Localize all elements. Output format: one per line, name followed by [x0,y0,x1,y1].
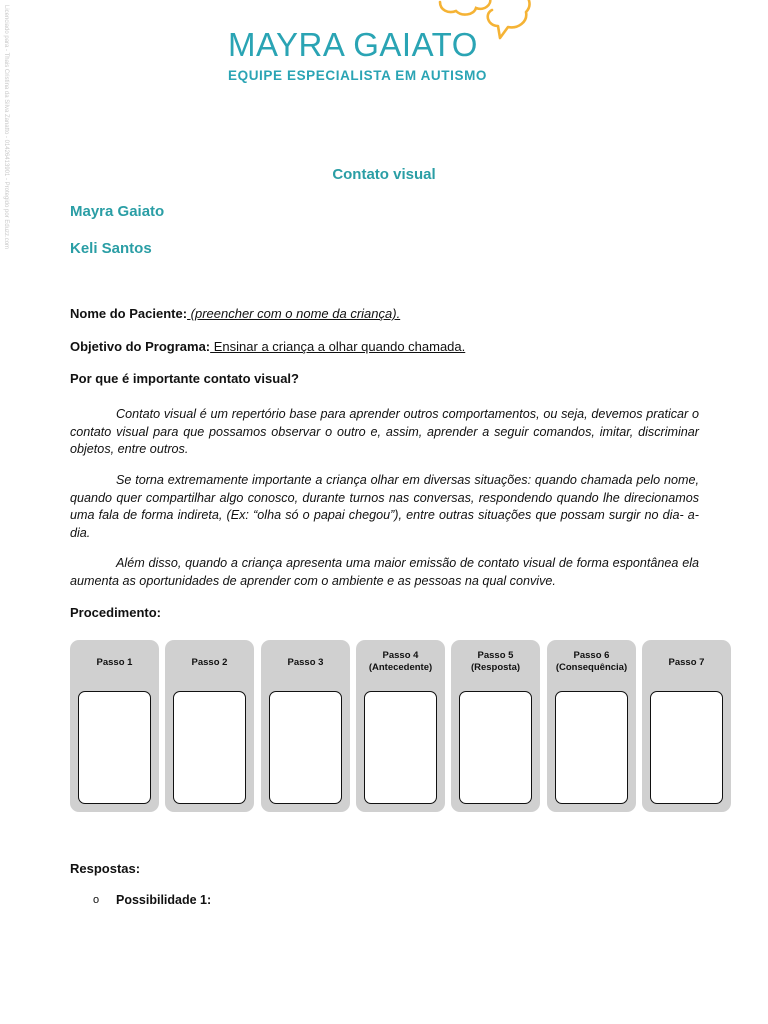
step-title-6-line2: (Consequência) [555,662,628,673]
step-title-5 [451,650,540,674]
document-title: Contato visual [332,166,436,183]
step-input-box-7[interactable] [650,691,723,804]
logo-subtitle: EQUIPE ESPECIALISTA EM AUTISMO [228,68,488,83]
program-objective-value: Ensinar a criança a olhar quando chamada. [210,339,466,354]
step-title-3: Passo 3 [287,657,324,668]
step-title-4-line1: Passo 4 [382,650,419,661]
step-title-6 [547,650,636,674]
step-card-6 [547,640,636,812]
patient-name-label: Nome do Paciente: [70,306,188,321]
step-card-7 [642,640,731,812]
paragraph-1: Contato visual é um repertório base para aprender outros comportamentos, ou seja, devemos praticar o contato visual para que possamos observar o outro e, assim, aprender a seguir comandos, imitar, discriminar objetos, entre outros. [70,407,699,456]
step-title-7: Passo 7 [668,657,705,668]
answers-heading: Respostas: [70,861,141,876]
why-important-heading: Por que é importante contato visual? [70,371,299,386]
step-title-2: Passo 2 [191,657,228,668]
step-title-4 [356,650,445,674]
step-input-box-3[interactable] [269,691,342,804]
logo-title: MAYRA GAIATO [228,26,478,63]
patient-name-field [70,306,400,321]
speech-clouds-icon [434,0,538,42]
step-title-5-line1: Passo 5 [477,650,514,661]
step-title-6-line1: Passo 6 [573,650,610,661]
step-card-2 [165,640,254,812]
step-card-1 [70,640,159,812]
step-title-5-line2: (Resposta) [470,662,521,673]
step-title-4-line2: (Antecedente) [368,662,433,673]
paragraph-2: Se torna extremamente importante a criança olhar em diversas situações: quando chamada pelo nome, quando quer compartilhar algo conosco, durante turnos nas conversas, respondendo quando lhe direcionamos uma fala de forma indireta, (Ex: “olha só o papai chegou”), entre outras situações que possam surgir no dia- a- dia. [70,473,699,540]
step-input-box-4[interactable] [364,691,437,804]
step-card-4 [356,640,445,812]
bullet-icon: o [93,894,100,906]
step-input-box-5[interactable] [459,691,532,804]
step-title-1: Passo 1 [96,657,133,668]
watermark-text: Licenciado para - Thais Cristina da Silva Zanatto - 01426413901 - Protegido por Eduzz.com [3,5,9,250]
possibility-1-label: Possibilidade 1: [116,893,212,907]
program-objective-label: Objetivo do Programa: [70,339,211,354]
logo [226,0,546,90]
program-objective-field [70,339,465,354]
author-name-2: Keli Santos [70,240,152,257]
step-input-box-1[interactable] [78,691,151,804]
step-card-5 [451,640,540,812]
patient-name-value: (preencher com o nome da criança). [187,306,401,321]
paragraph-3: Além disso, quando a criança apresenta uma maior emissão de contato visual de forma espontânea ela aumenta as oportunidades de aprender com o ambiente e as pessoas na qual convive. [70,556,699,588]
step-input-box-6[interactable] [555,691,628,804]
step-card-3 [261,640,350,812]
procedure-heading: Procedimento: [70,605,162,620]
watermark-sidebar [0,5,12,308]
step-input-box-2[interactable] [173,691,246,804]
author-name-1: Mayra Gaiato [70,203,165,220]
procedure-steps [70,640,732,812]
